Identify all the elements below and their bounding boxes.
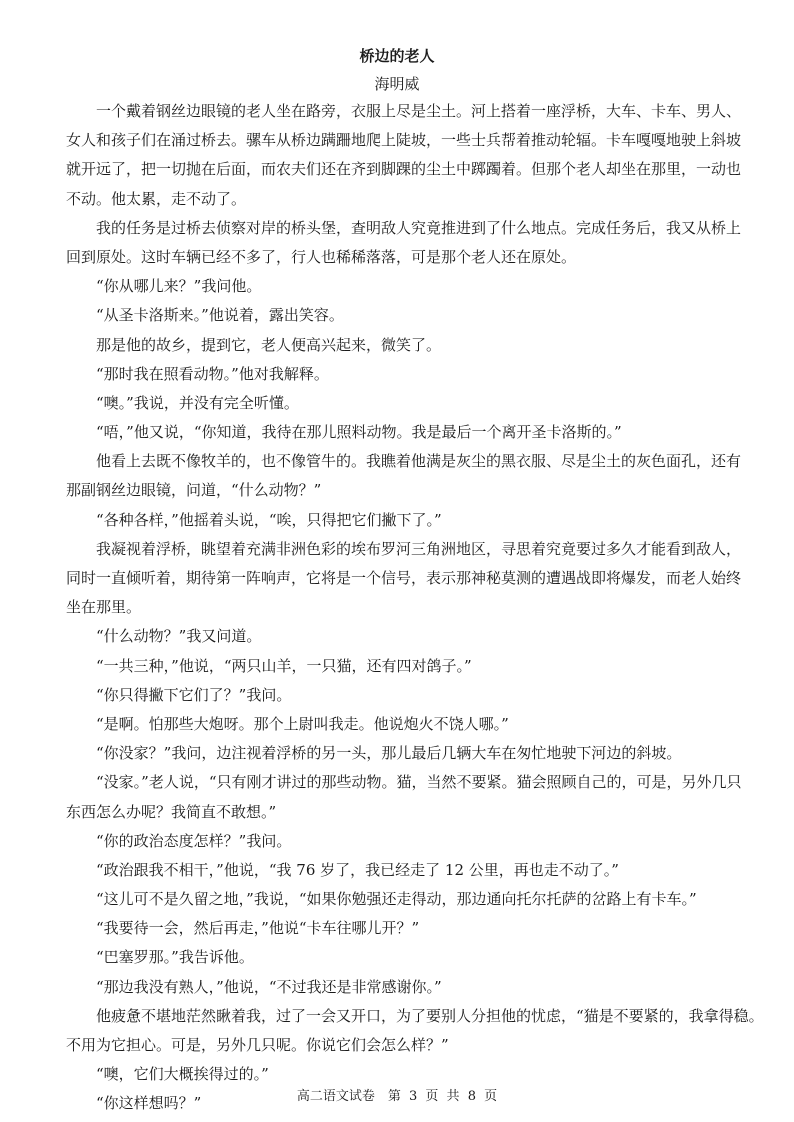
text-line: “你只得撇下它们了？”我问。 [96, 685, 292, 704]
article-title: 桥边的老人 [359, 47, 435, 65]
paragraph [66, 652, 793, 681]
text-line: “什么动物？”我又问道。 [96, 627, 262, 646]
paragraph [66, 214, 793, 272]
text-line: 那副钢丝边眼镜，问道，“什么动物？” [66, 481, 322, 500]
paragraph [66, 885, 793, 914]
text-line: 坐在那里。 [66, 598, 142, 617]
paragraph [66, 768, 793, 826]
text-line: 不用为它担心。可是，另外几只呢。你说它们会怎么样？” [66, 1036, 449, 1054]
paragraph [66, 914, 793, 943]
paragraph [66, 710, 793, 739]
text-line: “一共三种，”他说，“两只山羊，一只猫，还有四对鸽子。” [96, 656, 472, 675]
paragraph [66, 506, 793, 535]
paragraph [66, 856, 793, 885]
paragraph [66, 418, 793, 447]
text-line: 同时一直倾听着，期待第一阵响声，它将是一个信号，表示那神秘莫测的遭遇战即将爆发，而老人始终 [66, 569, 742, 587]
text-line: “这儿可不是久留之地，”我说，“如果你勉强还走得动，那边通向托尔托萨的岔路上有卡车。” [96, 890, 697, 909]
text-line: “你没家？”我问，边注视着浮桥的另一头，那儿最后几辆大车在匆忙地驶下河边的斜坡。 [96, 744, 682, 763]
paragraph [66, 1002, 793, 1060]
paragraph [66, 389, 793, 418]
paragraph [66, 1060, 793, 1089]
text-line: “你这样想吗？” [96, 1094, 202, 1113]
paragraph [66, 331, 793, 360]
text-line: 那是他的故乡，提到它，老人便高兴起来，微笑了。 [96, 335, 442, 354]
text-line: 我的任务是过桥去侦察对岸的桥头堡，查明敌人究竟推进到了什么地点。完成任务后，我又从桥上 [96, 218, 742, 237]
text-line: “唔，”他又说，“你知道，我待在那儿照料动物。我是最后一个离开圣卡洛斯的。” [96, 423, 622, 442]
paragraph [66, 681, 793, 710]
text-line: “是啊。怕那些大炮呀。那个上尉叫我走。他说炮火不饶人哪。” [96, 714, 509, 733]
text-line: “那时我在照看动物。”他对我解释。 [96, 364, 329, 383]
text-line: “政治跟我不相干，”他说，“我 76 岁了，我已经走了 12 公里，再也走不动了。” [96, 860, 619, 879]
text-line: 他看上去既不像牧羊的，也不像管牛的。我瞧着他满是灰尘的黑衣服、尽是尘土的灰色面孔，还有 [96, 452, 742, 471]
text-line: 就开远了，把一切抛在后面，而农夫们还在齐到脚踝的尘土中踯躅着。但那个老人却坐在那里，一动也 [66, 160, 742, 179]
paragraph [66, 360, 793, 389]
text-line: “你从哪儿来？”我问他。 [96, 277, 262, 296]
article-body [66, 97, 793, 1119]
text-line: “从圣卡洛斯来。”他说着，露出笑容。 [96, 306, 344, 325]
paragraph [66, 739, 793, 768]
paragraph [66, 973, 793, 1002]
paragraph [66, 97, 793, 214]
text-line: “各种各样，”他摇着头说，“唉，只得把它们撇下了。” [96, 510, 442, 529]
text-line: 女人和孩子们在涌过桥去。骡车从桥边蹒跚地爬上陡坡，一些士兵帮着推动轮辐。卡车嘎嘎地驶上斜坡 [66, 131, 742, 150]
text-line: 东西怎么办呢？我简直不敢想。” [66, 802, 277, 821]
text-line: “没家。”老人说，“只有刚才讲过的那些动物。猫，当然不要紧。猫会照顾自己的，可是，另外几只 [96, 773, 742, 792]
text-line: 我凝视着浮桥，眺望着充满非洲色彩的埃布罗河三角洲地区，寻思着究竟要过多久才能看到敌人， [96, 539, 742, 558]
paragraph [66, 827, 793, 856]
paragraph [66, 535, 793, 623]
text-line: “你的政治态度怎样？”我问。 [96, 831, 292, 850]
article-author: 海明威 [374, 75, 420, 93]
text-line: “噢，它们大概挨得过的。” [96, 1065, 269, 1084]
page-footer: 高二语文试卷 第 3 页 共 8 页 [296, 1089, 498, 1104]
text-line: “我要待一会，然后再走，”他说“卡车往哪儿开？” [96, 919, 420, 938]
text-line: 不动。他太累，走不动了。 [66, 189, 247, 208]
paragraph [66, 447, 793, 505]
text-line: “那边我没有熟人，”他说，“不过我还是非常感谢你。” [96, 977, 442, 996]
text-line: 回到原处。这时车辆已经不多了，行人也稀稀落落，可是那个老人还在原处。 [66, 247, 577, 266]
paragraph [66, 301, 793, 330]
paragraph [66, 622, 793, 651]
text-line: “噢。”我说，并没有完全听懂。 [96, 393, 299, 412]
paragraph [66, 943, 793, 972]
text-line: 一个戴着钢丝边眼镜的老人坐在路旁，衣服上尽是尘土。河上搭着一座浮桥，大车、卡车、男人、 [96, 102, 742, 120]
text-line: 他疲惫不堪地茫然瞅着我，过了一会又开口，为了要别人分担他的忧虑，“猫是不要紧的，我拿得稳。 [96, 1006, 764, 1025]
text-line: “巴塞罗那。”我告诉他。 [96, 948, 254, 967]
paragraph [66, 272, 793, 301]
